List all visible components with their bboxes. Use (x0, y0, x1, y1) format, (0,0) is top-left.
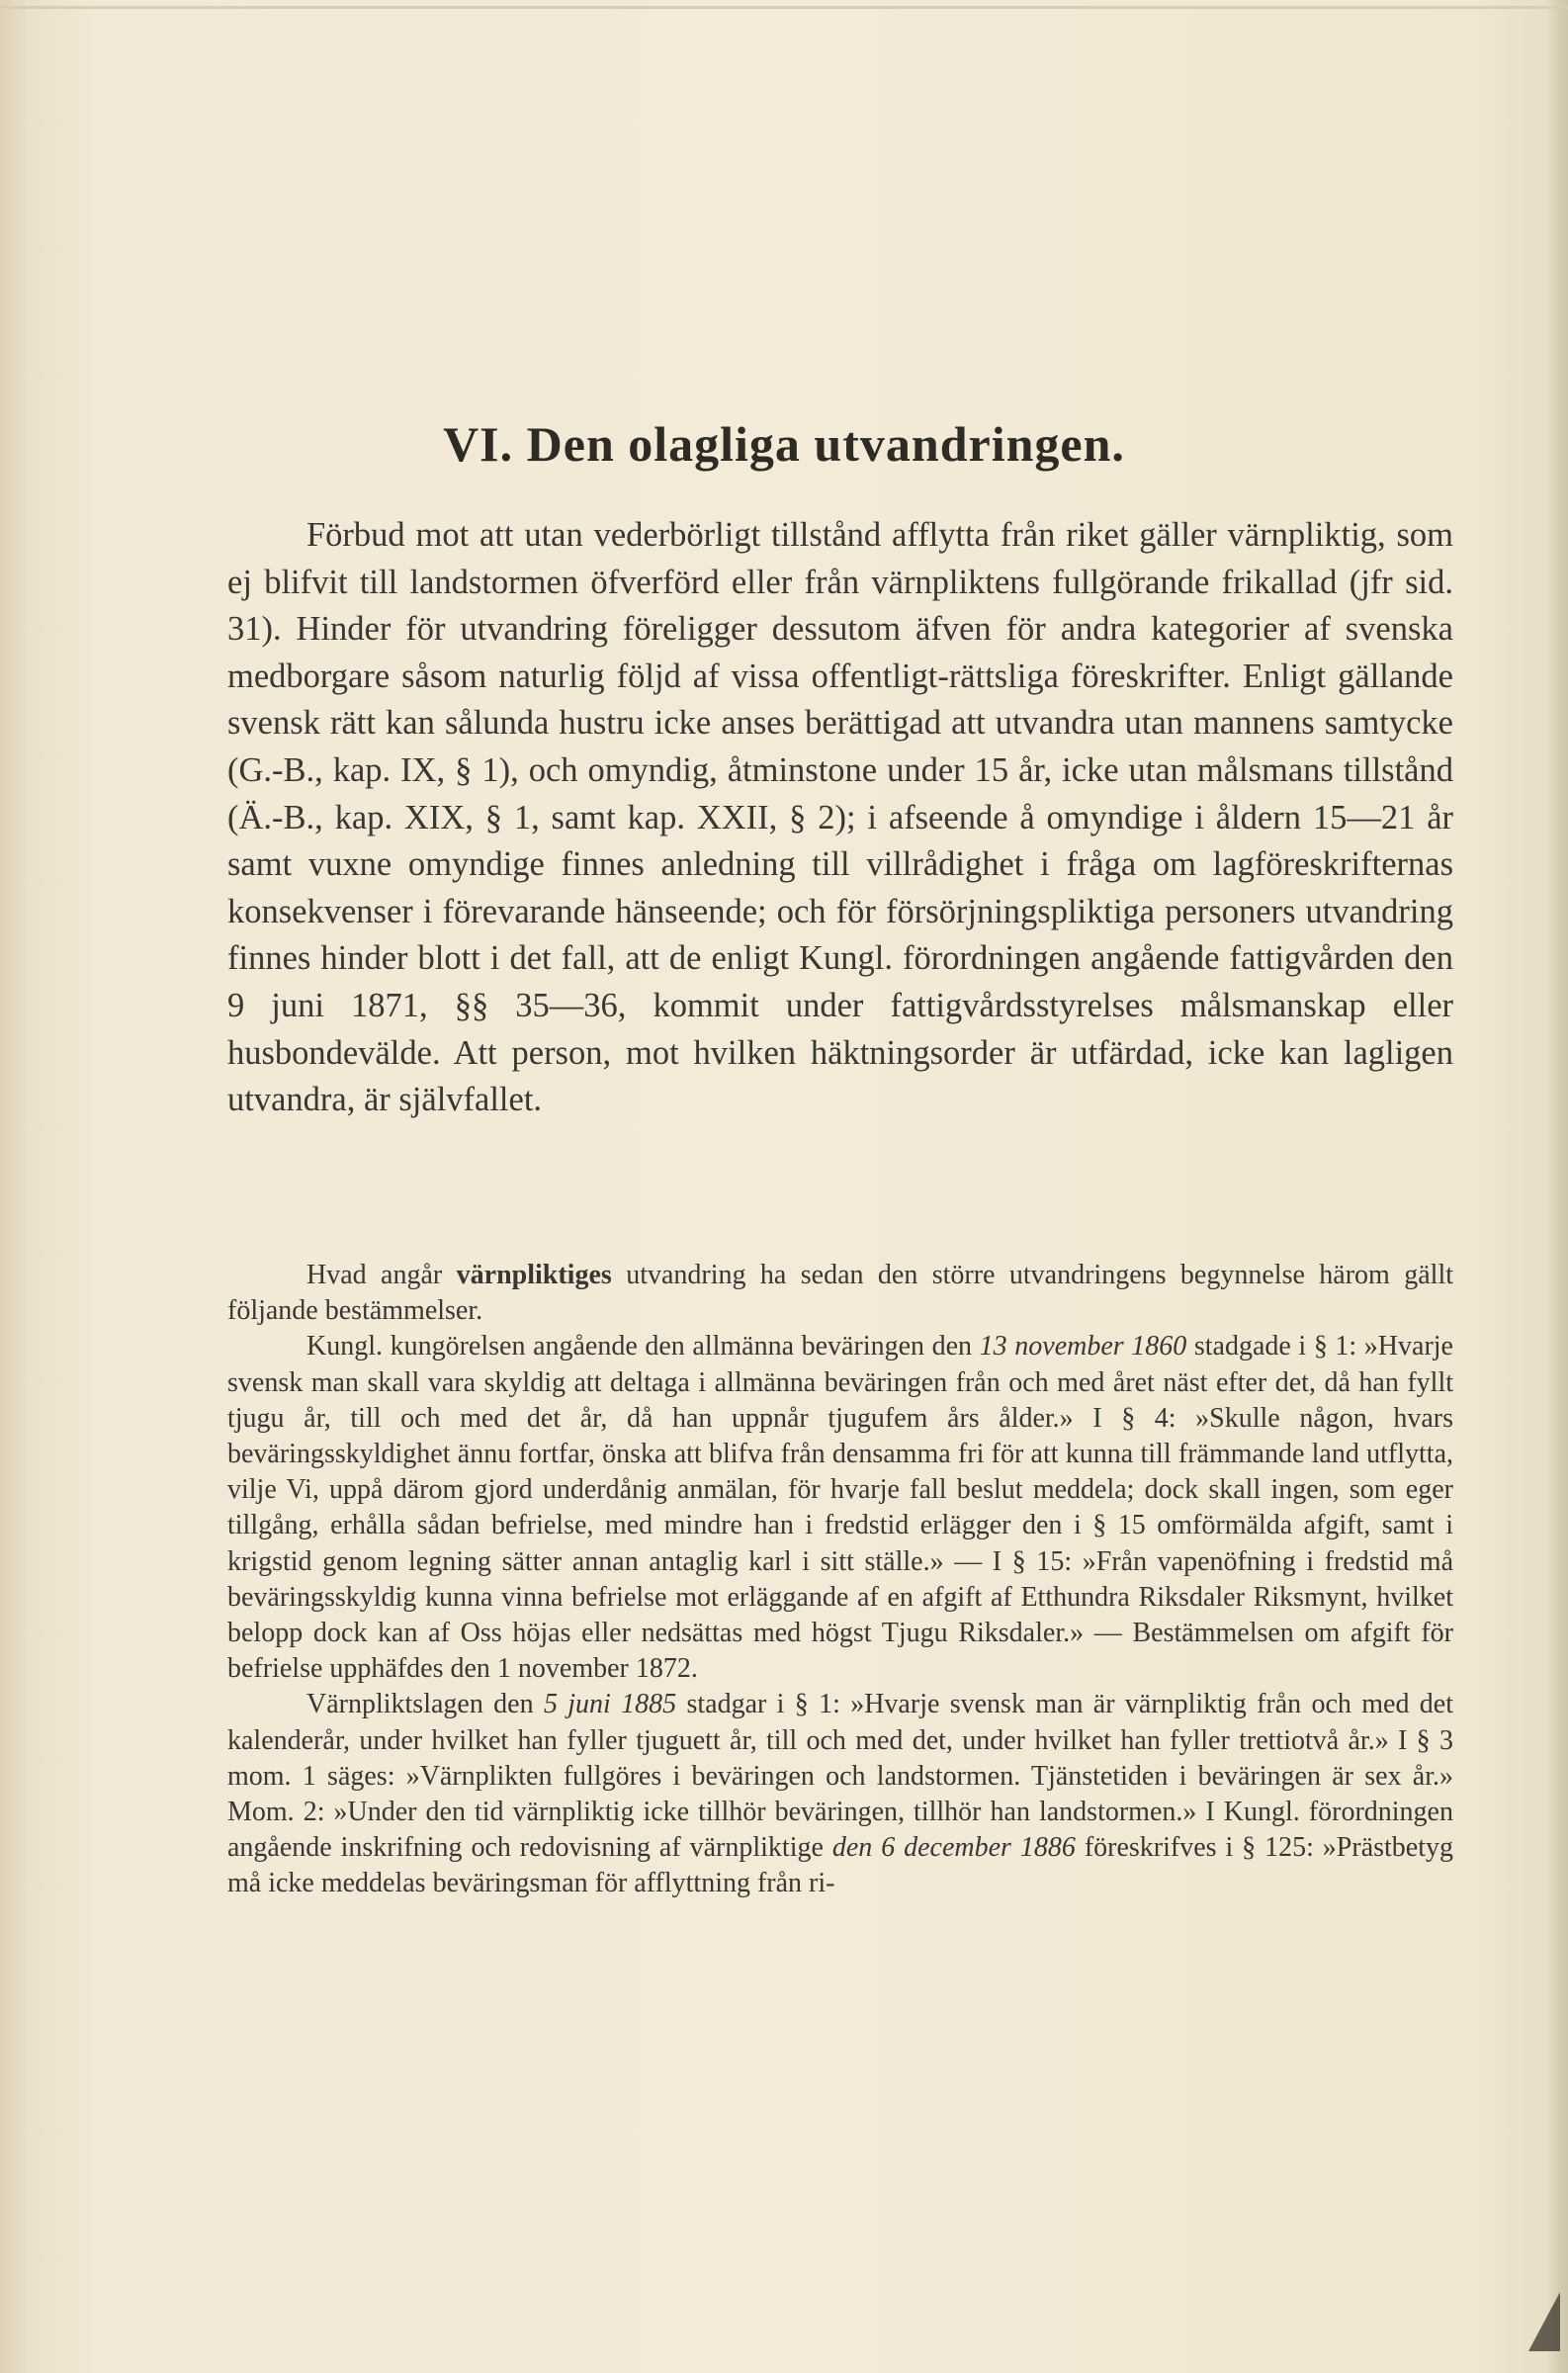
chapter-heading: VI. Den olagliga utvandringen. (443, 416, 1125, 472)
text-run: Värnpliktslagen den (306, 1689, 544, 1720)
small-paragraph-1 (227, 1258, 1453, 1329)
emphasis-term: värnpliktiges (456, 1260, 612, 1290)
text-run: Kungl. kungörelsen angående den allmänna beväringen den (306, 1331, 980, 1362)
small-paragraph-2 (227, 1329, 1453, 1687)
page-right-edge (1546, 0, 1568, 2373)
page-left-edge (0, 0, 26, 2373)
text-run: Hvad angår (306, 1260, 457, 1290)
page-top-edge (0, 6, 1568, 9)
small-print-section (227, 1258, 1453, 1902)
text-run: stadgar i § 1: »Hvarje svensk man är värnpliktig från och med det kalenderår, under hvilket han fyller tjuguett år, till och med det, under hvilket han fyller trettiotvå år.» I § 3 mom. 1 säges: »Värnplikten fullgöres i beväringen och landstormen. Tjänstetiden i beväringen är sex år.» Mom. 2: »Under den tid värnpliktig icke tillhör beväringen, tillhör han landstormen.» I Kungl. förordningen angående inskrifning och redovisning af värnpliktige (227, 1689, 1453, 1864)
text-run: utvandring ha sedan den större utvandringens begynnelse härom gällt följande bestämmelser. (227, 1260, 1453, 1327)
main-paragraph: Förbud mot att utan vederbörligt tillstånd afflytta från riket gäller värnpliktig, som ej blifvit till landstormen öfverförd eller från värnpliktens fullgörande frikallad (jfr sid. 31). Hinder för utvandring föreligger dessutom äfven för andra kategorier af svenska medborgare såsom naturlig följd af vissa offentligt-rättsliga föreskrifter. Enligt gällande svensk rätt kan sålunda hustru icke anses berättigad att utvandra utan mannens samtycke (G.-B., kap. IX, § 1), och omyndig, åtminstone under 15 år, icke utan målsmans tillstånd (Ä.-B., kap. XIX, § 1, samt kap. XXII, § 2); i afseende å omyndige i åldern 15—21 år samt vuxne omyndige finnes anledning till villrådighet i fråga om lagföreskrifternas konsekvenser i förevarande hänseende; och för försörjningspliktiga personers utvandring finnes hinder blott i det fall, att de enligt Kungl. förordningen angående fattigvården den 9 juni 1871, §§ 35—36, kommit under fattigvårdsstyrelses målsmanskap eller husbondevälde. Att person, mot hvilken häktningsorder är utfärdad, icke kan lagligen utvandra, är självfallet. (227, 516, 1453, 1119)
small-paragraph-3 (227, 1687, 1453, 1901)
page-corner-fold (1521, 2292, 1560, 2351)
italic-date: 13 november 1860 (979, 1331, 1187, 1362)
text-run: stadgade i § 1: »Hvarje svensk man skall vara skyldig att deltaga i allmänna beväringen från och med året näst efter det, då han fyllt tjugu år, till och med det år, då han uppnår tjugufem års ålder.» I § 4: »Skulle någon, hvars beväringsskyldighet ännu fortfar, önska att blifva från densamma fri för att kunna till främmande land utflytta, vilje Vi, uppå därom gjord underdånig anmälan, för hvarje fall beslut meddela; dock skall ingen, som eger tillgång, erhålla sådan befrielse, med mindre han i fredstid erlägger den i § 15 omförmälda afgift, samt i krigstid genom legning sätter annan antaglig karl i sitt ställe.» — I § 15: »Från vapenöfning i fredstid må beväringsskyldig kunna vinna befrielse mot erläggande af en afgift af Etthundra Riksdaler Riksmynt, hvilket belopp dock kan af Oss höjas eller nedsättas med högst Tjugu Riksdaler.» — Bestämmelsen om afgift för befrielse upphäfdes den 1 november 1872. (227, 1331, 1453, 1685)
italic-date: den 6 december 1886 (831, 1832, 1076, 1864)
italic-date: 5 juni 1885 (543, 1689, 677, 1720)
main-text (227, 512, 1453, 1124)
text-run: föreskrifves i § 125: »Prästbetyg må icke meddelas beväringsman för afflyttning från ri- (227, 1832, 1454, 1899)
